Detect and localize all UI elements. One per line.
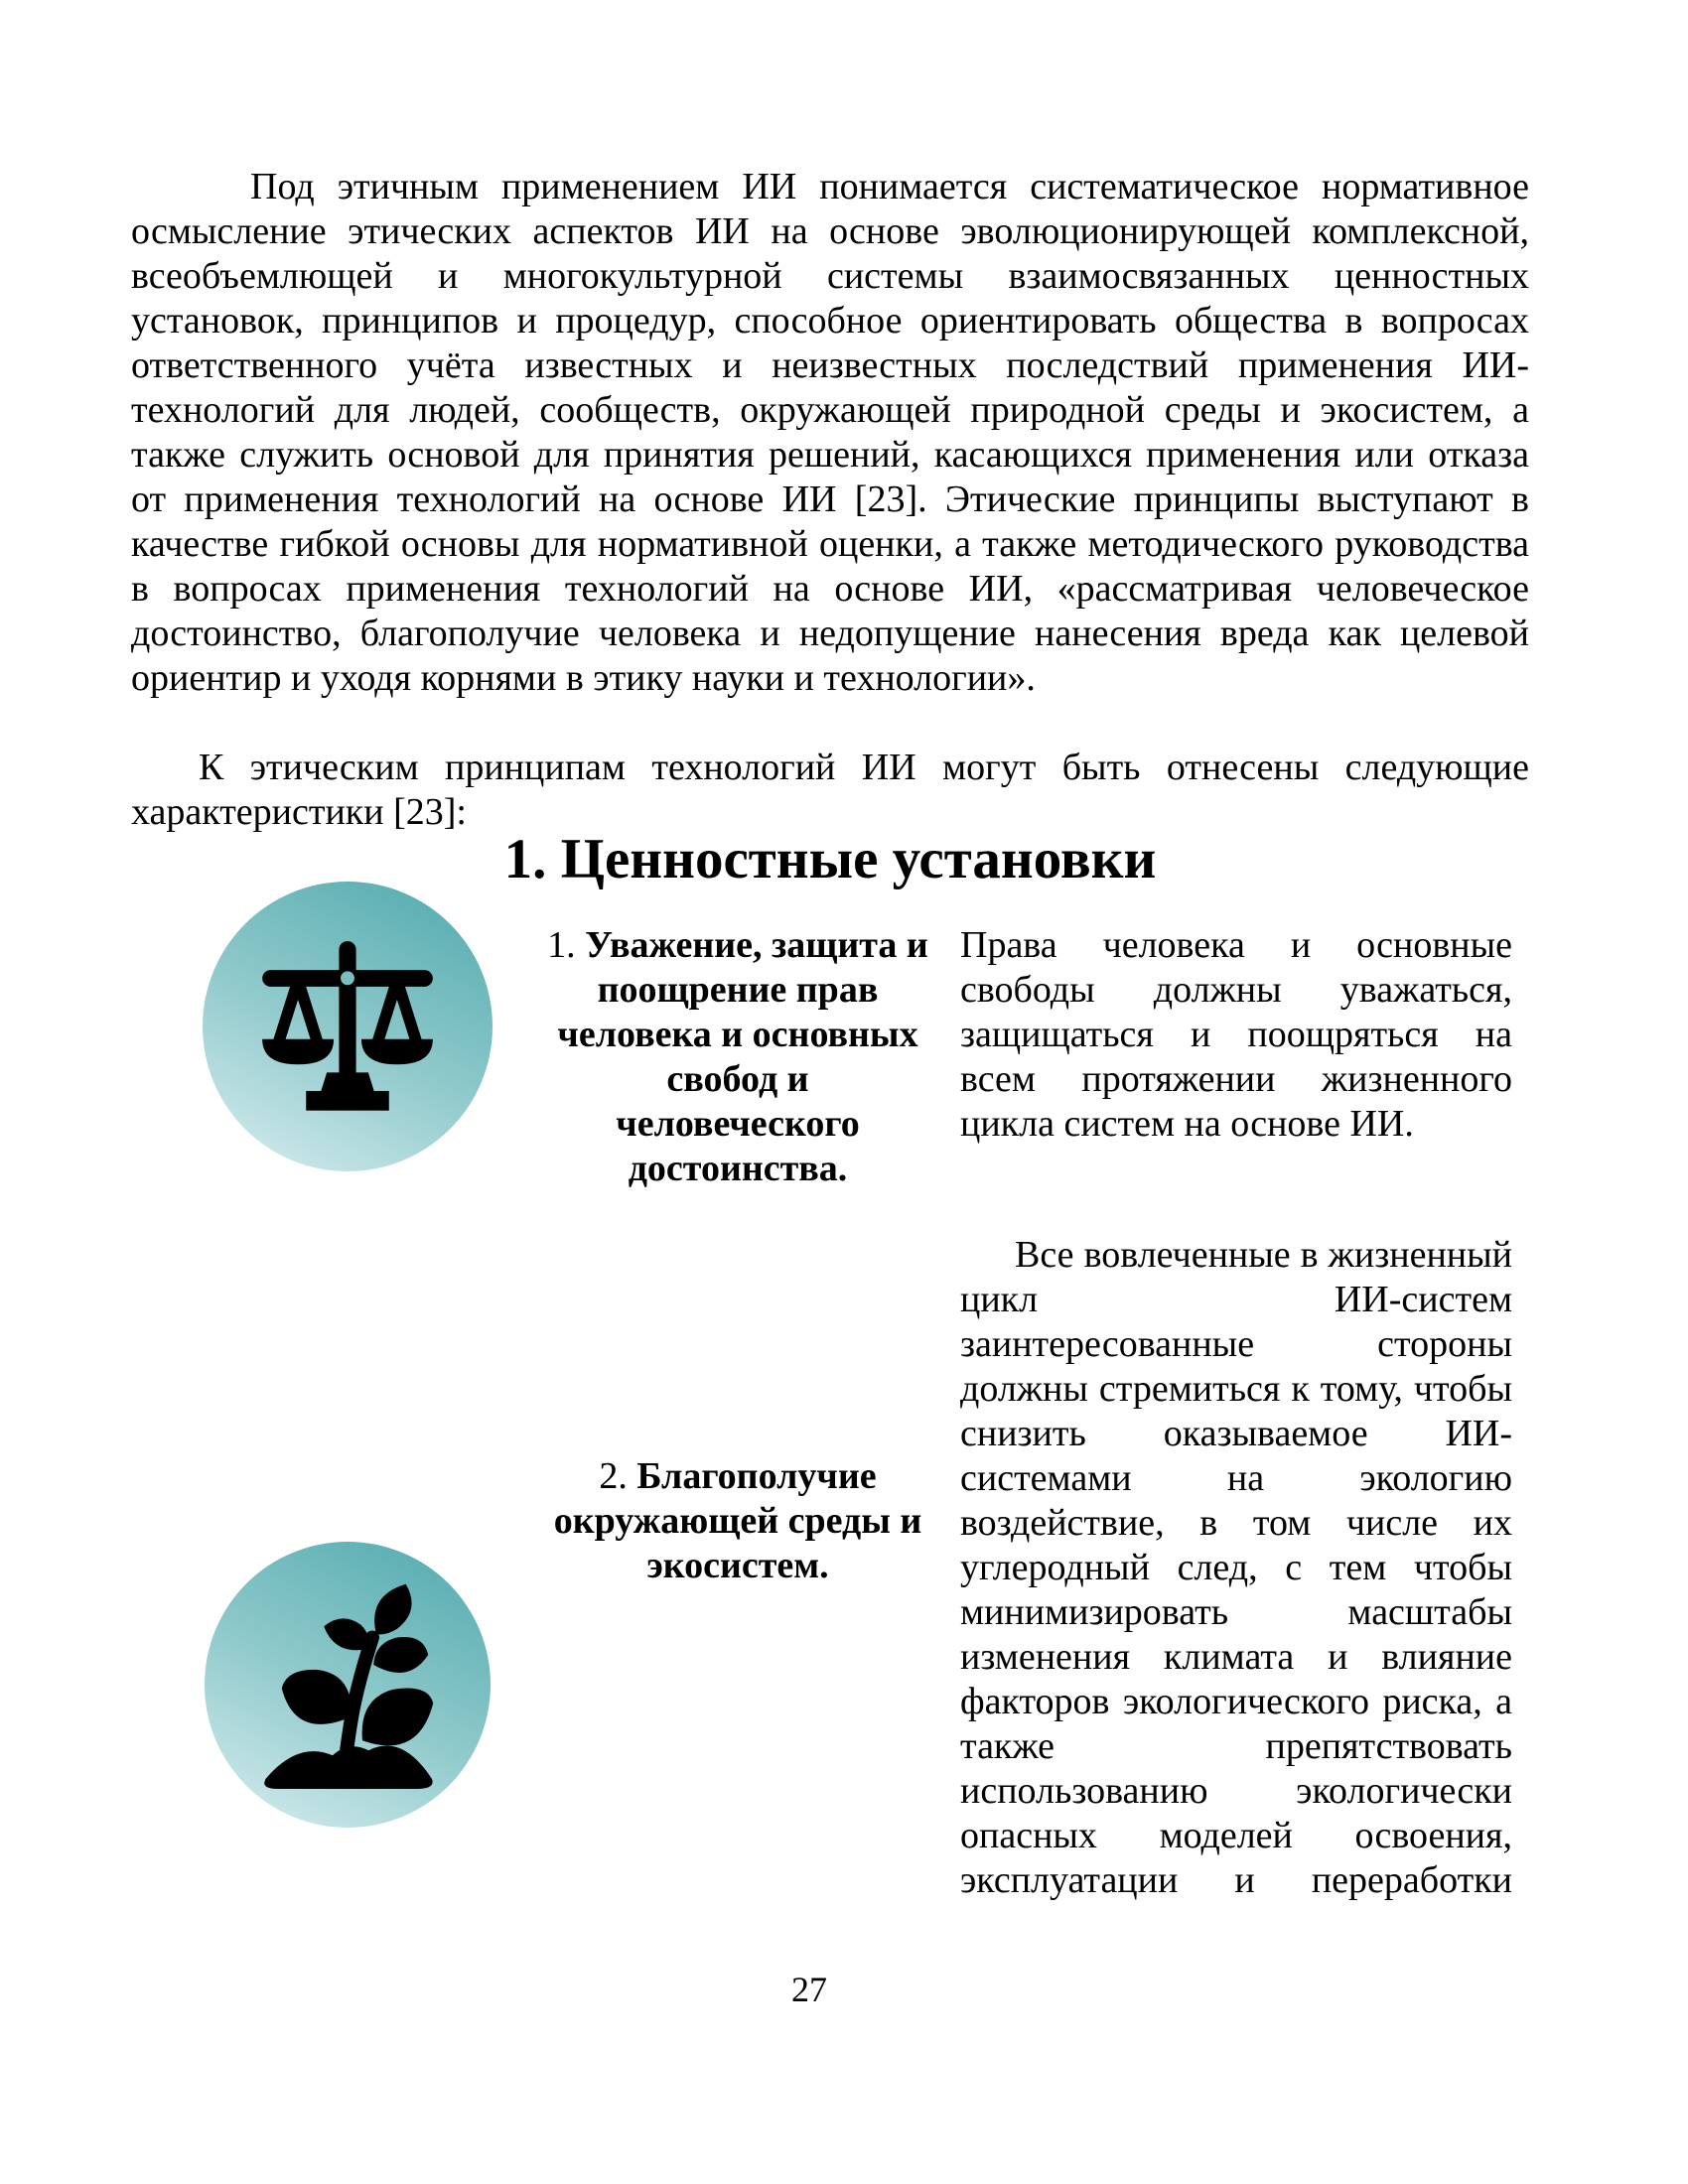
seedling-icon: [223, 1561, 472, 1809]
value-item-1-title: [544, 923, 931, 1191]
value-item-2-description: Все вовлеченные в жизненный цикл ИИ-систем заинтересованные стороны должны стремиться к тому, чтобы снизить оказываемое ИИ-системами на экологию воздействие, в том числе их углеродный след, с тем чтобы минимизировать масштабы изменения климата и влияние факторов экологического риска, а также препятствовать использованию экологически опасных моделей освоения, эксплуатации и переработки: [960, 1234, 1512, 1901]
value-item-2-title: [544, 1454, 931, 1588]
intro-paragraph: Под этичным применением ИИ понимается систематическое нормативное осмысление этических аспектов ИИ на основе эволюционирующей комплексной, всеобъемлющей и многокультурной системы взаимосвязанных ценностных установок, принципов и процедур, способное ориентировать общества в вопросах ответственного учёта известных и неизвестных последствий применения ИИ-технологий для людей, сообществ, окружающей природной среды и экосистем, а также служить основой для принятия решений, касающихся применения или отказа от применения технологий на основе ИИ [23]. Этические принципы выступают в качестве гибкой основы для нормативной оценки, а также методического руководства в вопросах применения технологий на основе ИИ, «рассматривая человеческое достоинство, благополучие человека и недопущение нанесения вреда как целевой ориентир и уходя корнями в этику науки и технологии».: [131, 166, 1529, 699]
section-heading: 1. Ценностные установки: [503, 828, 1157, 890]
page-number: 27: [791, 1970, 827, 2009]
value-icon-circle: [203, 882, 492, 1171]
value-item-2-title-text: Благополучие окружающей среды и экосистем.: [553, 1455, 922, 1586]
value-icon-circle: [205, 1542, 491, 1828]
lead-in-paragraph: К этическим принципам технологий ИИ могут быть отнесены следующие характеристики [23]:: [131, 747, 1529, 833]
value-item-1-title-text: Уважение, защита и поощрение прав человека и основных свобод и человеческого достоинства.: [557, 924, 928, 1189]
value-item-1-number: 1.: [547, 924, 576, 966]
scales-of-justice-icon: [232, 911, 463, 1142]
value-item-2-number: 2.: [599, 1455, 628, 1497]
value-item-1-description: Права человека и основные свободы должны уважаться, защищаться и поощряться на всем протяжении жизненного цикла систем на основе ИИ.: [960, 924, 1512, 1145]
